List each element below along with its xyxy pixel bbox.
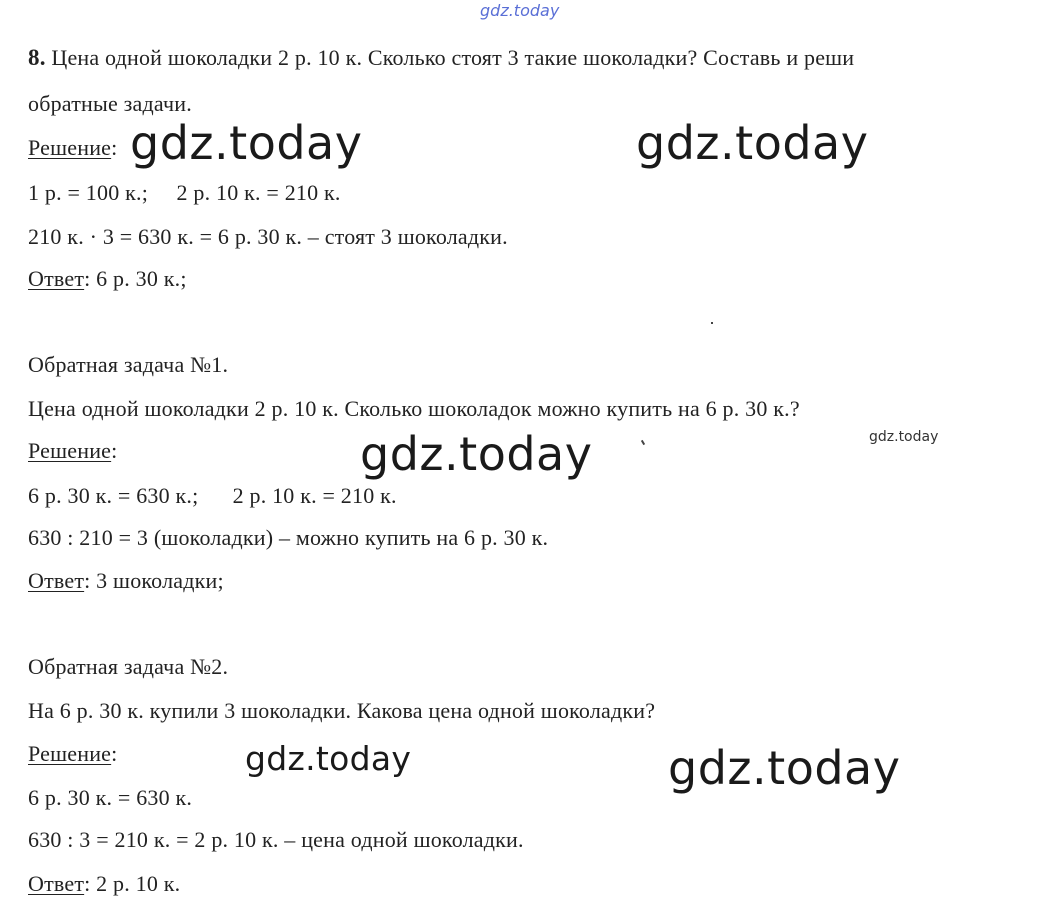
calc-line — [28, 224, 508, 250]
scan-speck — [711, 322, 713, 324]
solution-heading — [28, 741, 117, 767]
watermark: gdz.today — [636, 116, 869, 170]
inverse-task-2-question — [28, 698, 655, 724]
calc-text: 6 р. 30 к. = 630 к. — [28, 785, 193, 810]
inverse-task-2-title — [28, 654, 228, 680]
calc-line — [28, 785, 192, 811]
solution-colon: : — [111, 741, 118, 766]
task-text: обратные задачи. — [28, 91, 192, 116]
calc-text: 630 : 210 = 3 (шоколадки) – можно купить на 6 р. 30 к. — [28, 525, 549, 550]
watermark: gdz.today — [130, 116, 363, 170]
calc-text: 1 р. = 100 к.; 2 р. 10 к. = 210 к. — [28, 180, 341, 205]
watermark-top: gdz.today — [480, 1, 560, 20]
inverse-task-1-question — [28, 396, 800, 422]
solution-label: Решение — [28, 741, 112, 766]
solution-heading — [28, 438, 117, 464]
answer-label: Ответ — [28, 871, 85, 896]
solution-heading — [28, 135, 117, 161]
scan-speck — [641, 440, 645, 445]
inverse-title-text: Обратная задача №2. — [28, 654, 229, 679]
calc-text: 210 к. · 3 = 630 к. = 6 р. 30 к. – стоят 3 шоколадки. — [28, 224, 508, 249]
answer-label: Ответ — [28, 266, 85, 291]
answer-label: Ответ — [28, 568, 85, 593]
solution-label: Решение — [28, 135, 112, 160]
answer-text: : 3 шоколадки; — [84, 568, 224, 593]
answer-text: : 2 р. 10 к. — [84, 871, 181, 896]
task-line-1 — [28, 45, 854, 71]
answer-line — [28, 871, 180, 897]
calc-text: 630 : 3 = 210 к. = 2 р. 10 к. – цена одной шоколадки. — [28, 827, 524, 852]
inverse-title-text: Обратная задача №1. — [28, 352, 229, 377]
solution-colon: : — [111, 135, 118, 160]
answer-line — [28, 568, 224, 594]
calc-line — [28, 483, 397, 509]
calc-line — [28, 827, 524, 853]
calc-text: 6 р. 30 к. = 630 к.; 2 р. 10 к. = 210 к. — [28, 483, 397, 508]
inverse-task-1-title — [28, 352, 228, 378]
watermark: gdz.today — [245, 739, 412, 778]
task-text: Цена одной шоколадки 2 р. 10 к. Сколько стоят 3 такие шоколадки? Составь и реши — [51, 45, 855, 70]
task-line-2 — [28, 91, 192, 117]
task-number: 8. — [28, 45, 46, 70]
watermark: gdz.today — [360, 427, 593, 481]
inverse-question-text: На 6 р. 30 к. купили 3 шоколадки. Какова цена одной шоколадки? — [28, 698, 656, 723]
answer-line — [28, 266, 187, 292]
watermark: gdz.today — [668, 741, 901, 795]
solution-label: Решение — [28, 438, 112, 463]
calc-line — [28, 525, 548, 551]
watermark-small: gdz.today — [869, 429, 939, 445]
answer-text: : 6 р. 30 к.; — [84, 266, 187, 291]
inverse-question-text: Цена одной шоколадки 2 р. 10 к. Сколько шоколадок можно купить на 6 р. 30 к.? — [28, 396, 800, 421]
solution-colon: : — [111, 438, 118, 463]
calc-line — [28, 180, 341, 206]
